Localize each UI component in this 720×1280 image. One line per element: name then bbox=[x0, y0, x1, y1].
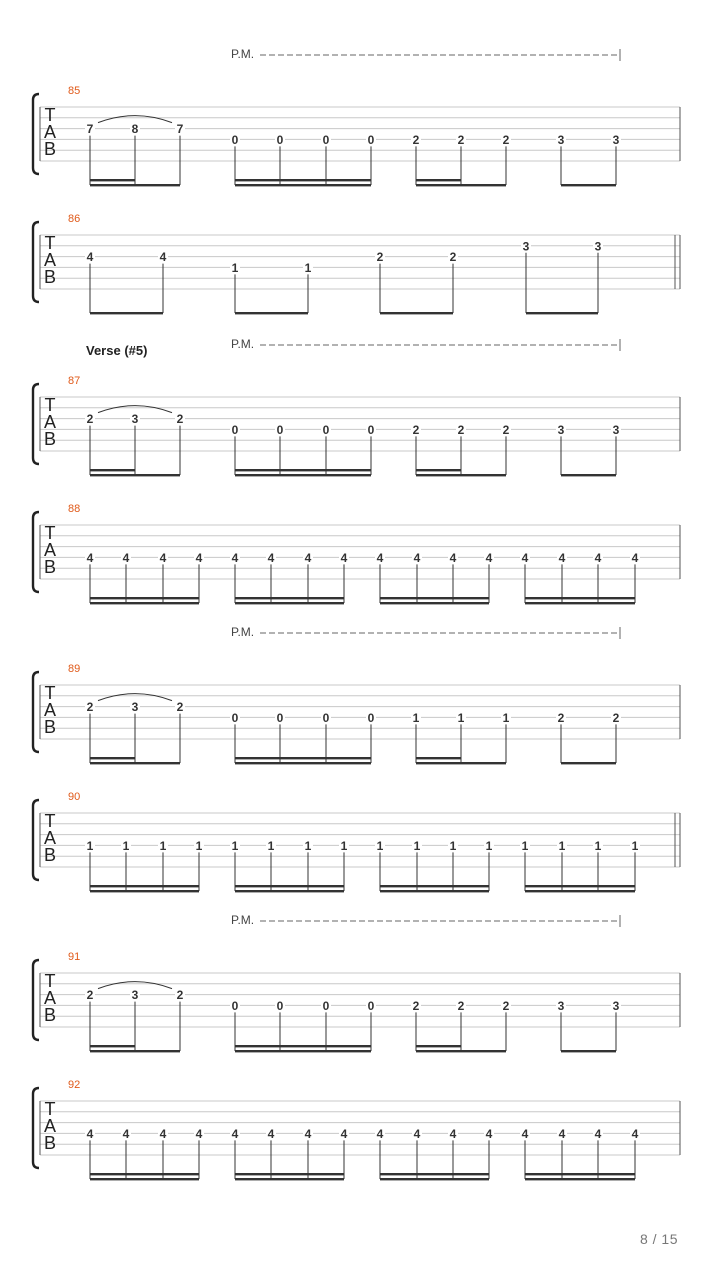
measure-number: 91 bbox=[68, 951, 81, 963]
fret-number: 4 bbox=[86, 550, 94, 565]
tab-clef-letter: A bbox=[43, 412, 57, 432]
beam-secondary bbox=[235, 1173, 344, 1175]
fret-number: 1 bbox=[412, 710, 420, 725]
beam bbox=[380, 1178, 489, 1180]
tab-clef-letter: B bbox=[43, 557, 57, 577]
tab-clef-letter: A bbox=[43, 122, 57, 142]
fret-number: 2 bbox=[176, 700, 184, 715]
fret-number: 2 bbox=[376, 250, 384, 265]
fret-number: 0 bbox=[231, 998, 239, 1013]
fret-number: 3 bbox=[557, 132, 565, 147]
fret-number: 4 bbox=[485, 550, 493, 565]
tab-clef-letter: B bbox=[43, 845, 57, 865]
fret-number: 4 bbox=[449, 1126, 457, 1141]
fret-number: 2 bbox=[502, 422, 510, 437]
beam-secondary bbox=[90, 1173, 199, 1175]
fret-number: 8 bbox=[131, 122, 139, 137]
fret-number: 7 bbox=[86, 122, 94, 137]
beam bbox=[90, 474, 180, 476]
beam bbox=[525, 1178, 635, 1180]
tab-clef-letter: A bbox=[43, 828, 57, 848]
measure-number: 90 bbox=[68, 791, 81, 803]
fret-number: 2 bbox=[86, 412, 94, 427]
fret-number: 4 bbox=[376, 550, 384, 565]
beam-secondary bbox=[235, 885, 344, 887]
fret-number: 0 bbox=[276, 422, 284, 437]
beam bbox=[561, 474, 616, 476]
beam-secondary bbox=[525, 597, 635, 599]
tab-clef-letter: A bbox=[43, 700, 57, 720]
tab-clef-letter: A bbox=[43, 1116, 57, 1136]
tab-clef-letter: A bbox=[43, 250, 57, 270]
tab-clef-letter: T bbox=[44, 683, 56, 703]
fret-number: 2 bbox=[86, 700, 94, 715]
beam-secondary bbox=[235, 757, 371, 759]
fret-number: 4 bbox=[122, 1126, 130, 1141]
fret-number: 1 bbox=[521, 838, 529, 853]
fret-number: 4 bbox=[304, 1126, 312, 1141]
beam-secondary bbox=[90, 757, 135, 759]
fret-number: 3 bbox=[131, 988, 139, 1003]
tab-system bbox=[33, 503, 680, 604]
tab-clef-letter: T bbox=[44, 971, 56, 991]
fret-number: 2 bbox=[86, 988, 94, 1003]
page-number: 8 / 15 bbox=[639, 1231, 678, 1247]
system-bracket bbox=[33, 222, 39, 302]
fret-number: 2 bbox=[502, 998, 510, 1013]
beam bbox=[235, 474, 371, 476]
fret-number: 3 bbox=[557, 998, 565, 1013]
fret-number: 4 bbox=[340, 1126, 348, 1141]
beam bbox=[561, 1050, 616, 1052]
fret-number: 0 bbox=[322, 132, 330, 147]
fret-number: 2 bbox=[412, 998, 420, 1013]
beam bbox=[561, 184, 616, 186]
system-bracket bbox=[33, 800, 39, 880]
beam-secondary bbox=[380, 1173, 489, 1175]
fret-number: 4 bbox=[413, 550, 421, 565]
tab-clef-letter: B bbox=[43, 1133, 57, 1153]
tab-clef-letter: T bbox=[44, 105, 56, 125]
fret-number: 2 bbox=[502, 132, 510, 147]
beam-secondary bbox=[235, 597, 344, 599]
tab-system bbox=[33, 47, 680, 186]
palm-mute-label: P.M. bbox=[231, 47, 255, 61]
beam bbox=[90, 602, 199, 604]
fret-number: 4 bbox=[195, 1126, 203, 1141]
beam bbox=[380, 312, 453, 314]
fret-number: 4 bbox=[558, 1126, 566, 1141]
beam-secondary bbox=[525, 885, 635, 887]
fret-number: 4 bbox=[195, 550, 203, 565]
beam bbox=[90, 762, 180, 764]
fret-number: 1 bbox=[195, 838, 203, 853]
fret-number: 4 bbox=[376, 1126, 384, 1141]
beam bbox=[90, 890, 199, 892]
section-label: Verse (#5) bbox=[86, 343, 148, 358]
tab-system bbox=[33, 337, 680, 476]
measure-number: 92 bbox=[68, 1079, 81, 1091]
fret-number: 0 bbox=[231, 422, 239, 437]
fret-number: 1 bbox=[449, 838, 457, 853]
system-bracket bbox=[33, 94, 39, 174]
fret-number: 1 bbox=[457, 710, 465, 725]
beam-secondary bbox=[380, 597, 489, 599]
fret-number: 1 bbox=[267, 838, 275, 853]
beam bbox=[380, 890, 489, 892]
fret-number: 0 bbox=[231, 132, 239, 147]
beam bbox=[90, 1178, 199, 1180]
fret-number: 2 bbox=[457, 998, 465, 1013]
tab-system bbox=[33, 1079, 680, 1180]
beam bbox=[525, 890, 635, 892]
fret-number: 3 bbox=[612, 422, 620, 437]
fret-number: 2 bbox=[412, 422, 420, 437]
fret-number: 4 bbox=[521, 1126, 529, 1141]
beam-secondary bbox=[416, 179, 461, 181]
system-bracket bbox=[33, 960, 39, 1040]
fret-number: 1 bbox=[485, 838, 493, 853]
tab-clef-letter: T bbox=[44, 233, 56, 253]
fret-number: 3 bbox=[612, 998, 620, 1013]
tab-system bbox=[33, 913, 680, 1052]
beam bbox=[90, 1050, 180, 1052]
beam bbox=[561, 762, 616, 764]
beam bbox=[235, 1050, 371, 1052]
fret-number: 4 bbox=[631, 1126, 639, 1141]
fret-number: 4 bbox=[304, 550, 312, 565]
fret-number: 3 bbox=[557, 422, 565, 437]
beam bbox=[525, 602, 635, 604]
beam bbox=[235, 602, 344, 604]
fret-number: 0 bbox=[322, 998, 330, 1013]
fret-number: 4 bbox=[267, 1126, 275, 1141]
tab-clef-letter: T bbox=[44, 523, 56, 543]
beam bbox=[416, 762, 506, 764]
tab-clef-letter: B bbox=[43, 267, 57, 287]
fret-number: 3 bbox=[131, 700, 139, 715]
fret-number: 7 bbox=[176, 122, 184, 137]
fret-number: 2 bbox=[412, 132, 420, 147]
beam-secondary bbox=[90, 179, 135, 181]
measure-number: 86 bbox=[68, 213, 81, 225]
beam bbox=[235, 184, 371, 186]
fret-number: 1 bbox=[376, 838, 384, 853]
beam-secondary bbox=[525, 1173, 635, 1175]
beam bbox=[416, 474, 506, 476]
beam-secondary bbox=[235, 469, 371, 471]
fret-number: 0 bbox=[276, 998, 284, 1013]
measure-number: 85 bbox=[68, 85, 81, 97]
beam bbox=[90, 184, 180, 186]
fret-number: 1 bbox=[340, 838, 348, 853]
fret-number: 1 bbox=[159, 838, 167, 853]
fret-number: 3 bbox=[612, 132, 620, 147]
beam bbox=[416, 1050, 506, 1052]
fret-number: 4 bbox=[594, 550, 602, 565]
fret-number: 1 bbox=[594, 838, 602, 853]
tab-clef-letter: B bbox=[43, 717, 57, 737]
fret-number: 2 bbox=[176, 412, 184, 427]
tab-system bbox=[33, 625, 680, 764]
fret-number: 2 bbox=[449, 250, 457, 265]
tab-system bbox=[33, 213, 680, 314]
measure-number: 87 bbox=[68, 375, 81, 387]
tab-clef-letter: B bbox=[43, 139, 57, 159]
beam-secondary bbox=[416, 469, 461, 471]
tab-system bbox=[33, 791, 680, 892]
tab-clef-letter: T bbox=[44, 811, 56, 831]
fret-number: 0 bbox=[231, 710, 239, 725]
tab-clef-letter: A bbox=[43, 988, 57, 1008]
fret-number: 1 bbox=[231, 838, 239, 853]
fret-number: 0 bbox=[367, 710, 375, 725]
fret-number: 4 bbox=[122, 550, 130, 565]
fret-number: 1 bbox=[304, 838, 312, 853]
fret-number: 1 bbox=[558, 838, 566, 853]
fret-number: 2 bbox=[457, 132, 465, 147]
fret-number: 0 bbox=[367, 422, 375, 437]
system-bracket bbox=[33, 512, 39, 592]
measure-number: 89 bbox=[68, 663, 81, 675]
fret-number: 3 bbox=[522, 239, 530, 254]
fret-number: 4 bbox=[159, 550, 167, 565]
fret-number: 2 bbox=[457, 422, 465, 437]
fret-number: 4 bbox=[449, 550, 457, 565]
fret-number: 1 bbox=[413, 838, 421, 853]
fret-number: 4 bbox=[413, 1126, 421, 1141]
fret-number: 4 bbox=[485, 1126, 493, 1141]
fret-number: 4 bbox=[86, 1126, 94, 1141]
fret-number: 3 bbox=[594, 239, 602, 254]
system-bracket bbox=[33, 672, 39, 752]
fret-number: 1 bbox=[122, 838, 130, 853]
beam-secondary bbox=[90, 885, 199, 887]
fret-number: 0 bbox=[276, 132, 284, 147]
tab-clef-letter: B bbox=[43, 1005, 57, 1025]
palm-mute-label: P.M. bbox=[231, 337, 255, 351]
fret-number: 2 bbox=[612, 710, 620, 725]
fret-number: 1 bbox=[502, 710, 510, 725]
fret-number: 4 bbox=[86, 250, 94, 265]
system-bracket bbox=[33, 384, 39, 464]
fret-number: 0 bbox=[322, 710, 330, 725]
fret-number: 2 bbox=[557, 710, 565, 725]
beam-secondary bbox=[90, 1045, 135, 1047]
beam-secondary bbox=[235, 179, 371, 181]
fret-number: 4 bbox=[231, 1126, 239, 1141]
tab-clef-letter: B bbox=[43, 429, 57, 449]
fret-number: 0 bbox=[367, 132, 375, 147]
fret-number: 1 bbox=[86, 838, 94, 853]
fret-number: 0 bbox=[276, 710, 284, 725]
beam-secondary bbox=[90, 469, 135, 471]
beam-secondary bbox=[416, 1045, 461, 1047]
beam bbox=[416, 184, 506, 186]
fret-number: 0 bbox=[322, 422, 330, 437]
fret-number: 1 bbox=[631, 838, 639, 853]
beam-secondary bbox=[90, 597, 199, 599]
measure-number: 88 bbox=[68, 503, 81, 515]
fret-number: 4 bbox=[631, 550, 639, 565]
fret-number: 4 bbox=[340, 550, 348, 565]
fret-number: 3 bbox=[131, 412, 139, 427]
system-bracket bbox=[33, 1088, 39, 1168]
fret-number: 1 bbox=[304, 260, 312, 275]
fret-number: 4 bbox=[159, 1126, 167, 1141]
beam bbox=[235, 312, 308, 314]
fret-number: 4 bbox=[558, 550, 566, 565]
beam bbox=[526, 312, 598, 314]
beam-secondary bbox=[416, 757, 461, 759]
palm-mute-label: P.M. bbox=[231, 913, 255, 927]
fret-number: 2 bbox=[176, 988, 184, 1003]
palm-mute-label: P.M. bbox=[231, 625, 255, 639]
beam bbox=[380, 602, 489, 604]
fret-number: 4 bbox=[521, 550, 529, 565]
fret-number: 4 bbox=[594, 1126, 602, 1141]
beam-secondary bbox=[235, 1045, 371, 1047]
fret-number: 4 bbox=[231, 550, 239, 565]
fret-number: 4 bbox=[267, 550, 275, 565]
beam bbox=[90, 312, 163, 314]
fret-number: 4 bbox=[159, 250, 167, 265]
fret-number: 1 bbox=[231, 260, 239, 275]
beam bbox=[235, 1178, 344, 1180]
tab-clef-letter: T bbox=[44, 1099, 56, 1119]
beam bbox=[235, 890, 344, 892]
tab-clef-letter: A bbox=[43, 540, 57, 560]
fret-number: 0 bbox=[367, 998, 375, 1013]
beam-secondary bbox=[380, 885, 489, 887]
beam bbox=[235, 762, 371, 764]
tab-clef-letter: T bbox=[44, 395, 56, 415]
